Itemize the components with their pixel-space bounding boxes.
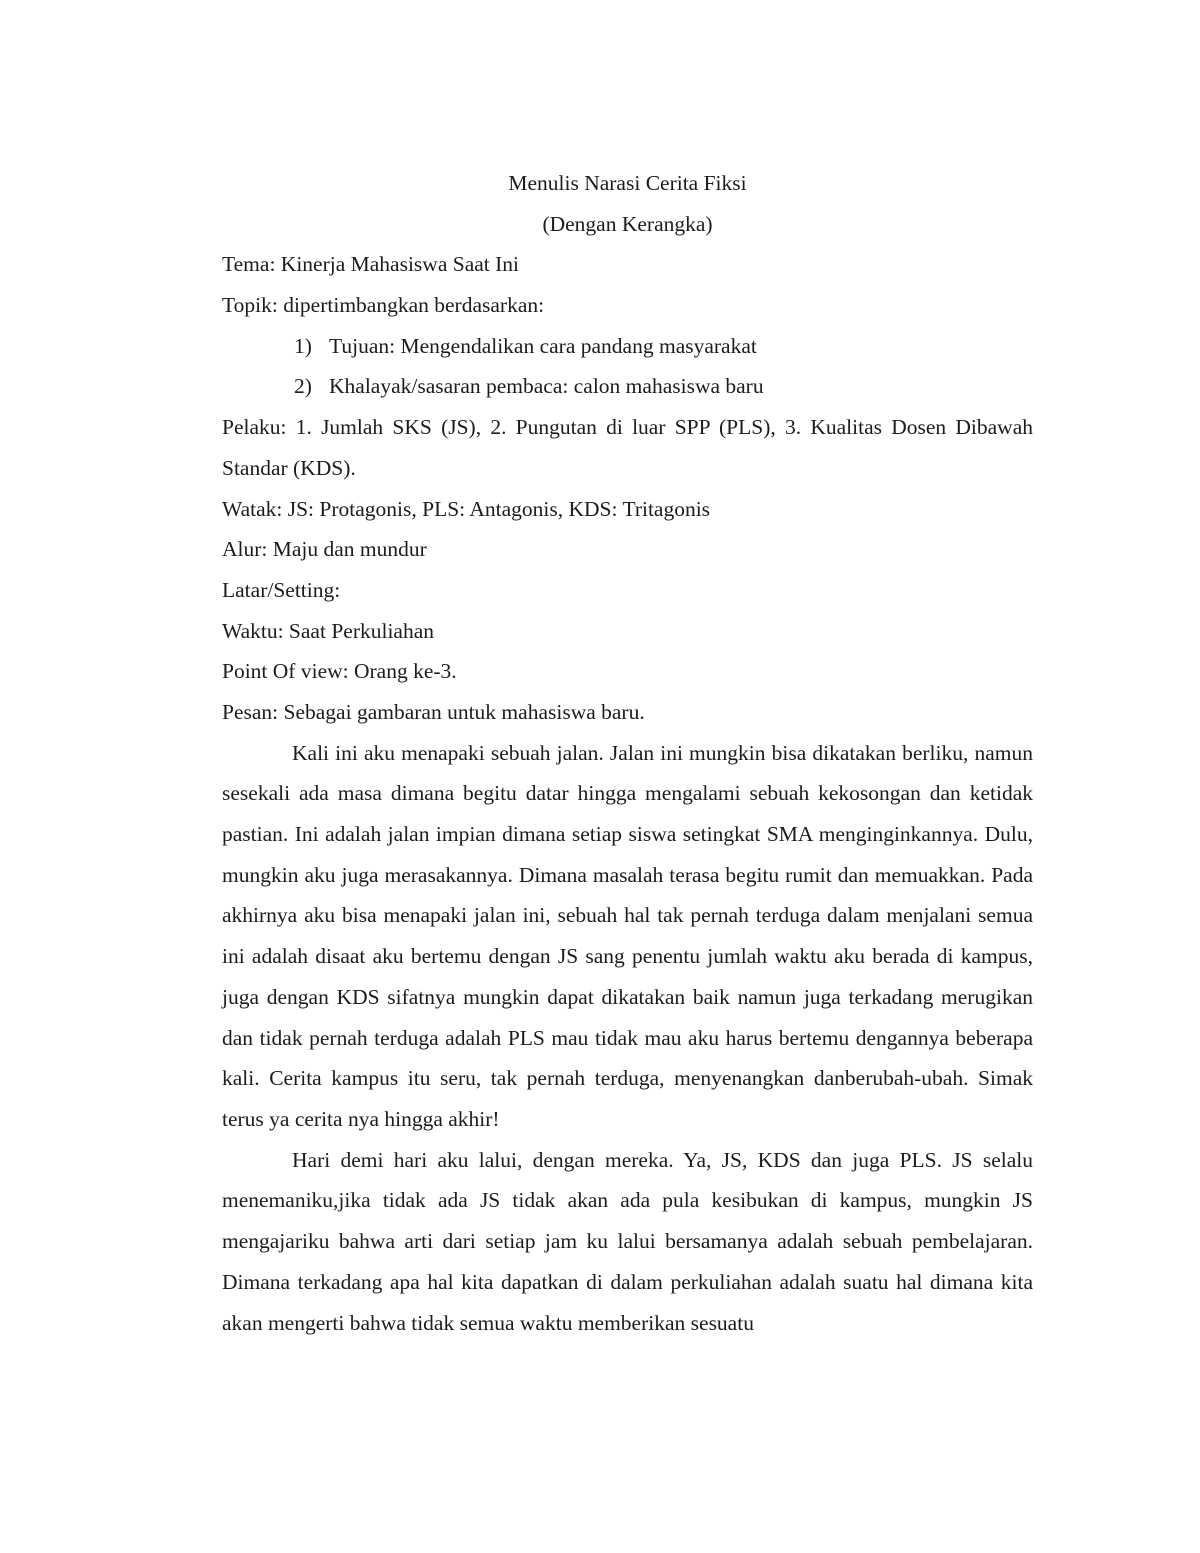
- list-number: 1): [294, 333, 312, 358]
- document-subtitle: (Dengan Kerangka): [542, 211, 713, 236]
- latar-line: Latar/Setting:: [222, 577, 341, 602]
- watak-line: Watak: JS: Protagonis, PLS: Antagonis, KDS: Tritagonis: [222, 496, 711, 521]
- list-item: [222, 366, 1033, 407]
- document-title: Menulis Narasi Cerita Fiksi: [508, 171, 747, 195]
- list-text: Khalayak/sasaran pembaca: calon mahasiswa baru: [329, 374, 764, 399]
- tema-line: Tema: Kinerja Mahasiswa Saat Ini: [222, 252, 520, 277]
- pelaku-paragraph: Pelaku: 1. Jumlah SKS (JS), 2. Pungutan di luar SPP (PLS), 3. Kualitas Dosen Dibawah Standar (KDS).: [222, 415, 1033, 480]
- list-item: [222, 326, 1033, 367]
- waktu-line: Waktu: Saat Perkuliahan: [222, 618, 435, 643]
- alur-line: Alur: Maju dan mundur: [222, 537, 427, 562]
- list-number: 2): [294, 374, 312, 399]
- pov-line: Point Of view: Orang ke-3.: [222, 659, 457, 684]
- list-text: Tujuan: Mengendalikan cara pandang masyarakat: [329, 333, 757, 358]
- pesan-line: Pesan: Sebagai gambaran untuk mahasiswa baru.: [222, 699, 645, 724]
- story-paragraph-1: Kali ini aku menapaki sebuah jalan. Jalan ini mungkin bisa dikatakan berliku, namun sesekali ada masa dimana begitu datar hingga mengalami sebuah kekosongan dan ketidak pastian. Ini adalah jalan impian dimana setiap siswa setingkat SMA menginginkannya. Dulu, mungkin aku juga merasakannya. Dimana masalah terasa begitu rumit dan memuakkan. Pada akhirnya aku bisa menapaki jalan ini, sebuah hal tak pernah terduga dalam menjalani semua ini adalah disaat aku bertemu dengan JS sang penentu jumlah waktu aku berada di kampus, juga dengan KDS sifatnya mungkin dapat dikatakan baik namun juga terkadang merugikan dan tidak pernah terduga adalah PLS mau tidak mau aku harus bertemu dengannya beberapa kali. Cerita kampus itu seru, tak pernah terduga, menyenangkan danberubah-ubah. Simak terus ya cerita nya hingga akhir!: [222, 740, 1033, 1131]
- topik-line: Topik: dipertimbangkan berdasarkan:: [222, 293, 545, 318]
- document-content: [222, 163, 1033, 1343]
- story-paragraph-2: Hari demi hari aku lalui, dengan mereka. Ya, JS, KDS dan juga PLS. JS selalu menemaniku,jika tidak ada JS tidak akan ada pula kesibukan di kampus, mungkin JS mengajariku bahwa arti dari setiap jam ku lalui bersamanya adalah sebuah pembelajaran. Dimana terkadang apa hal kita dapatkan di dalam perkuliahan adalah suatu hal dimana kita akan mengerti bahwa tidak semua waktu memberikan sesuatu: [222, 1147, 1033, 1335]
